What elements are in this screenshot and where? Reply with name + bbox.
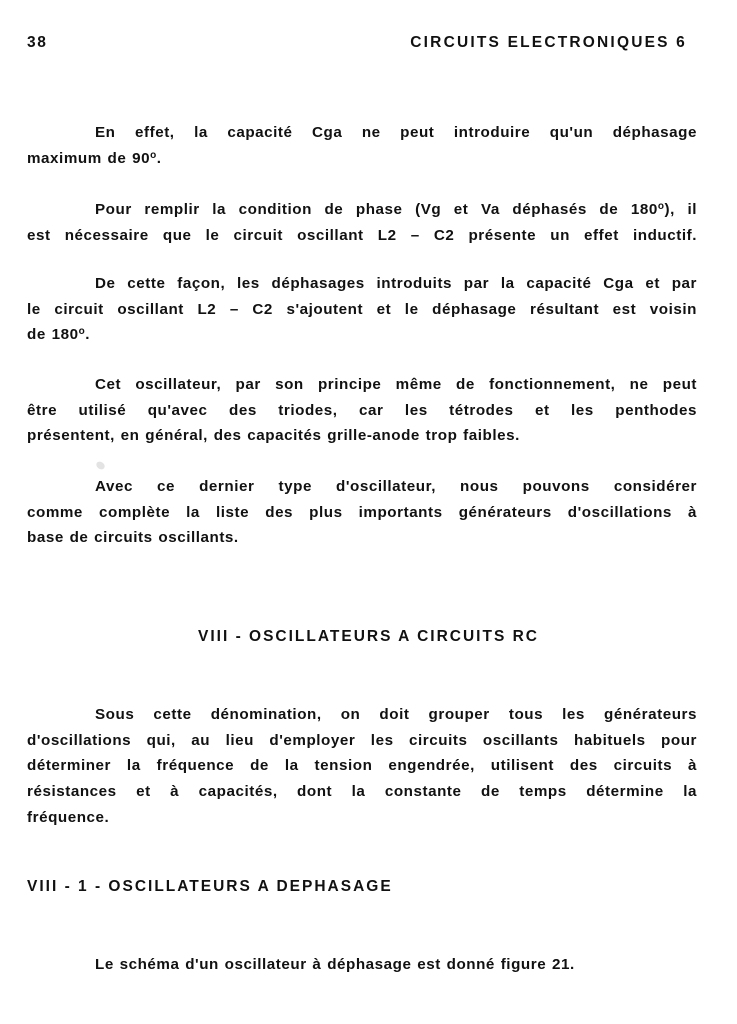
paragraph-line bbox=[27, 702, 697, 728]
paragraph-text: base de circuits oscillants. bbox=[27, 529, 239, 547]
paragraph-text: Le schéma d'un oscillateur à déphasage est donné figure 21. bbox=[95, 956, 575, 973]
paragraph-text: fréquence. bbox=[27, 808, 110, 826]
degree-superscript: o bbox=[657, 201, 665, 212]
paragraph-line bbox=[27, 500, 697, 526]
paragraph-4 bbox=[27, 372, 697, 449]
running-title: CIRCUITS ELECTRONIQUES 6 bbox=[410, 34, 687, 51]
paragraph-line bbox=[27, 525, 697, 551]
paragraph-text: . bbox=[85, 326, 91, 344]
paragraph-line bbox=[27, 322, 697, 348]
section-heading-viii: VIII - OSCILLATEURS A CIRCUITS RC bbox=[198, 628, 539, 645]
paragraph-line bbox=[27, 223, 697, 249]
paragraph-5 bbox=[27, 474, 697, 551]
degree-superscript: o bbox=[150, 149, 157, 161]
paragraph-text: de 180 bbox=[27, 326, 79, 344]
page-number: 38 bbox=[27, 34, 48, 51]
paragraph-text: être utilisé qu'avec des triodes, car les tétrodes et les penthodes bbox=[27, 401, 697, 419]
paragraph-line bbox=[27, 297, 697, 323]
paragraph-text: ), il bbox=[664, 201, 697, 218]
paragraph-1 bbox=[27, 120, 697, 171]
paragraph-2 bbox=[27, 197, 697, 248]
paragraph-text: Cet oscillateur, par son principe même de fonctionnement, ne peut bbox=[95, 376, 697, 393]
paragraph-text: est nécessaire que le circuit oscillant L2 – C2 présente un effet inductif. bbox=[27, 226, 697, 244]
paragraph-line bbox=[27, 271, 697, 297]
paragraph-line bbox=[27, 753, 697, 779]
paragraph-line bbox=[27, 474, 697, 500]
paragraph-text: Avec ce dernier type d'oscillateur, nous pouvons considérer bbox=[95, 478, 697, 495]
paper-speck bbox=[95, 460, 106, 471]
paragraph-6 bbox=[27, 702, 697, 831]
subsection-heading-viii-1: VIII - 1 - OSCILLATEURS A DEPHASAGE bbox=[27, 878, 393, 895]
running-header bbox=[27, 34, 687, 56]
paragraph-3 bbox=[27, 271, 697, 348]
paragraph-line bbox=[27, 146, 697, 172]
paragraph-text: Pour remplir la condition de phase (Vg et Va déphasés de 180 bbox=[95, 201, 658, 218]
paragraph-line bbox=[27, 805, 697, 831]
paragraph-text: . bbox=[156, 149, 162, 167]
paragraph-7 bbox=[27, 952, 697, 978]
paragraph-line bbox=[27, 779, 697, 805]
paragraph-text: déterminer la fréquence de la tension engendrée, utilisent des circuits à bbox=[27, 757, 697, 775]
paragraph-text: De cette façon, les déphasages introduits par la capacité Cga et par bbox=[95, 275, 697, 292]
paragraph-text: résistances et à capacités, dont la constante de temps détermine la bbox=[27, 783, 697, 801]
paragraph-line bbox=[27, 120, 697, 146]
paragraph-text: d'oscillations qui, au lieu d'employer les circuits oscillants habituels pour bbox=[27, 731, 697, 749]
paragraph-line bbox=[27, 398, 697, 424]
paragraph-line bbox=[27, 197, 697, 223]
paragraph-text: maximum de 90 bbox=[27, 149, 151, 167]
paragraph-line bbox=[27, 952, 697, 978]
paragraph-line bbox=[27, 372, 697, 398]
paragraph-text: comme complète la liste des plus importants générateurs d'oscillations à bbox=[27, 503, 697, 521]
paragraph-text: le circuit oscillant L2 – C2 s'ajoutent et le déphasage résultant est voisin bbox=[27, 300, 697, 318]
paragraph-text: Sous cette dénomination, on doit grouper tous les générateurs bbox=[95, 706, 697, 723]
degree-superscript: o bbox=[78, 326, 86, 338]
paragraph-text: En effet, la capacité Cga ne peut introduire qu'un déphasage bbox=[95, 124, 697, 141]
paragraph-line bbox=[27, 728, 697, 754]
paragraph-text: présentent, en général, des capacités grille-anode trop faibles. bbox=[27, 427, 520, 445]
paragraph-line bbox=[27, 423, 697, 449]
